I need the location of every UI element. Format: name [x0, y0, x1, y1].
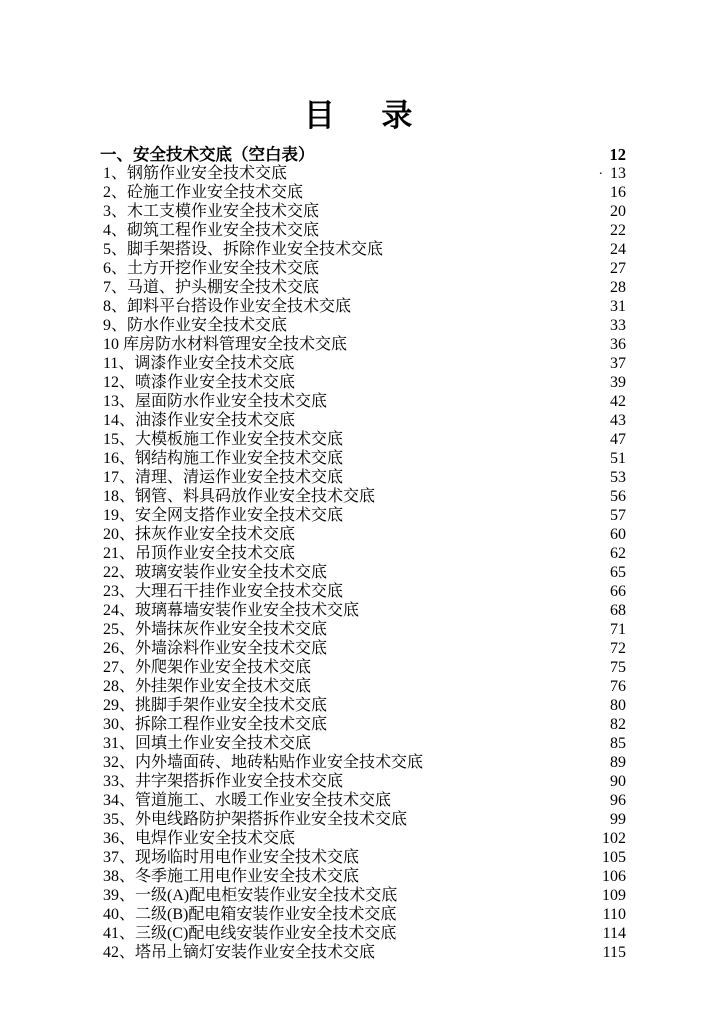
toc-entry-page-number: 72: [610, 640, 626, 657]
toc-entry-row[interactable]: [100, 715, 626, 734]
toc-entry-row[interactable]: [100, 240, 626, 259]
toc-entry-bullet-marker: ·: [598, 167, 603, 182]
toc-entry-page-wrap: [610, 715, 626, 734]
toc-entry-label: 40、二级(B)配电箱安装作业安全技术交底: [103, 906, 397, 923]
toc-entry-page-wrap: [610, 335, 626, 354]
toc-entry-row[interactable]: [100, 335, 626, 354]
toc-entry-label: 3、木工支模作业安全技术交底: [103, 203, 320, 220]
toc-entry-page-number: 106: [602, 868, 626, 885]
toc-entry-page-wrap: [610, 183, 626, 202]
toc-entry-label: 24、玻璃幕墙安装作业安全技术交底: [103, 602, 360, 619]
toc-entry-row[interactable]: [100, 772, 626, 791]
toc-entry-page-wrap: [610, 734, 626, 753]
toc-entry-label: 11、调漆作业安全技术交底: [103, 355, 295, 372]
toc-entry-page-number: 89: [610, 754, 626, 771]
page-title: 目 录: [303, 98, 421, 133]
toc-section-page-number: 12: [609, 145, 626, 164]
toc-entry-label: 4、砌筑工程作业安全技术交底: [103, 222, 320, 239]
toc-entry-page-number: 62: [610, 545, 626, 562]
toc-entry-page-number: 60: [610, 526, 626, 543]
toc-entry-label: 26、外墙涂料作业安全技术交底: [103, 640, 328, 657]
toc-entry-page-wrap: [610, 772, 626, 791]
toc-entry-row[interactable]: [100, 734, 626, 753]
toc-entry-row[interactable]: [100, 943, 626, 962]
toc-entry-page-number: 39: [610, 374, 626, 391]
toc-entry-row[interactable]: [100, 278, 626, 297]
toc-entry-row[interactable]: [100, 601, 626, 620]
toc-entry-label: 36、电焊作业安全技术交底: [103, 830, 296, 847]
toc-entry-label: 29、挑脚手架作业安全技术交底: [103, 697, 328, 714]
toc-entry-label: 12、喷漆作业安全技术交底: [103, 374, 296, 391]
toc-entry-label: 34、管道施工、水暖工作业安全技术交底: [103, 792, 392, 809]
toc-entry-page-wrap: [610, 525, 626, 544]
toc-entry-row[interactable]: [100, 354, 626, 373]
toc-entry-page-wrap: [602, 867, 626, 886]
toc-entry-page-number: 110: [602, 906, 626, 923]
toc-entry-page-number: 16: [610, 184, 626, 201]
toc-entry-page-wrap: [610, 392, 626, 411]
toc-entry-row[interactable]: [100, 373, 626, 392]
toc-entry-page-number: 31: [610, 298, 626, 315]
toc-entry-page-number: 114: [602, 925, 626, 942]
toc-entry-page-wrap: [610, 677, 626, 696]
toc-entry-row[interactable]: [100, 411, 626, 430]
toc-entry-page-wrap: [603, 924, 626, 943]
toc-entry-label: 38、冬季施工用电作业安全技术交底: [103, 868, 360, 885]
toc-entry-page-number: 47: [610, 431, 626, 448]
toc-entry-page-number: 28: [610, 279, 626, 296]
toc-entry-label: 27、外爬架作业安全技术交底: [103, 659, 312, 676]
toc-entry-row[interactable]: [100, 658, 626, 677]
toc-entry-page-number: 68: [610, 602, 626, 619]
toc-entry-row[interactable]: [100, 924, 626, 943]
toc-entry-page-wrap: [598, 164, 626, 184]
toc-entry-label: 14、油漆作业安全技术交底: [103, 412, 296, 429]
toc-entry-row[interactable]: [100, 392, 626, 411]
toc-entry-page-number: 22: [610, 222, 626, 239]
toc-entry-page-wrap: [610, 696, 626, 715]
toc-entry-page-number: 51: [610, 450, 626, 467]
toc-section-page-wrap: [610, 145, 627, 164]
toc-entry-page-wrap: [610, 202, 626, 221]
toc-entry-row[interactable]: [100, 468, 626, 487]
toc-entry-page-wrap: [602, 886, 626, 905]
toc-entry-page-wrap: [603, 943, 626, 962]
toc-entry-page-number: 13: [610, 165, 626, 182]
toc-entry-row[interactable]: [100, 867, 626, 886]
toc-entry-label: 33、井字架搭拆作业安全技术交底: [103, 773, 344, 790]
toc-entry-page-wrap: [610, 544, 626, 563]
toc-entry-label: 20、抹灰作业安全技术交底: [103, 526, 296, 543]
toc-entry-page-number: 27: [610, 260, 626, 277]
toc-entry-row[interactable]: [100, 221, 626, 240]
toc-entry-page-number: 20: [610, 203, 626, 220]
toc-entry-page-wrap: [610, 810, 626, 829]
toc-entry-label: 21、吊顶作业安全技术交底: [103, 545, 296, 562]
toc-entry-page-number: 99: [610, 811, 626, 828]
toc-entry-row[interactable]: [100, 297, 626, 316]
toc-entry-page-wrap: [610, 373, 626, 392]
toc-entry-label: 37、现场临时用电作业安全技术交底: [103, 849, 360, 866]
toc-entry-label: 7、马道、护头棚安全技术交底: [103, 279, 320, 296]
toc-entry-row[interactable]: [100, 506, 626, 525]
toc-entry-page-number: 65: [610, 564, 626, 581]
toc-entry-page-wrap: [610, 658, 626, 677]
toc-entry-label: 32、内外墙面砖、地砖粘贴作业安全技术交底: [103, 754, 424, 771]
toc-entry-page-wrap: [610, 316, 626, 335]
toc-entry-page-number: 71: [610, 621, 626, 638]
toc-entry-label: 16、钢结构施工作业安全技术交底: [103, 450, 344, 467]
toc-entry-page-wrap: [610, 753, 626, 772]
toc-entry-label: 15、大模板施工作业安全技术交底: [103, 431, 344, 448]
toc-entry-row[interactable]: [100, 886, 626, 905]
toc-entry-page-number: 56: [610, 488, 626, 505]
toc-entry-label: 23、大理石干挂作业安全技术交底: [103, 583, 344, 600]
toc-entry-label: 35、外电线路防护架搭拆作业安全技术交底: [103, 811, 408, 828]
toc-entry-row[interactable]: [100, 563, 626, 582]
toc-entry-row[interactable]: [100, 316, 626, 335]
toc-entry-page-number: 53: [610, 469, 626, 486]
toc-entry-page-number: 105: [602, 849, 626, 866]
toc-entry-page-wrap: [610, 468, 626, 487]
toc-entry-page-wrap: [610, 430, 626, 449]
toc-entry-row[interactable]: [100, 544, 626, 563]
toc-entry-row[interactable]: [100, 639, 626, 658]
toc-entry-page-wrap: [610, 259, 626, 278]
toc-entry-page-number: 24: [610, 241, 626, 258]
toc-section-label: 一、安全技术交底（空白表）: [100, 145, 315, 164]
toc-entry-page-number: 42: [610, 393, 626, 410]
toc-entry-page-number: 76: [610, 678, 626, 695]
toc-entry-label: 13、屋面防水作业安全技术交底: [103, 393, 328, 410]
toc-entry-page-wrap: [610, 297, 626, 316]
toc-entry-label: 22、玻璃安装作业安全技术交底: [103, 564, 328, 581]
toc-entry-page-wrap: [610, 487, 626, 506]
toc-entry-label: 2、砼施工作业安全技术交底: [103, 184, 304, 201]
toc-entry-label: 8、卸料平台搭设作业安全技术交底: [103, 298, 352, 315]
toc-entry-page-wrap: [610, 639, 626, 658]
toc-entry-label: 41、三级(C)配电线安装作业安全技术交底: [103, 925, 397, 942]
toc-entry-row[interactable]: [100, 582, 626, 601]
toc-entry-row[interactable]: [100, 696, 626, 715]
toc-entry-row[interactable]: [100, 164, 626, 183]
toc-entry-page-wrap: [610, 620, 626, 639]
toc-entry-label: 25、外墙抹灰作业安全技术交底: [103, 621, 328, 638]
toc-entry-page-wrap: [610, 601, 626, 620]
toc-entry-row[interactable]: [100, 791, 626, 810]
toc-entry-label: 10 库房防水材料管理安全技术交底: [103, 336, 348, 353]
toc-entry-page-wrap: [610, 449, 626, 468]
toc-entry-page-wrap: [610, 791, 626, 810]
toc-entry-row[interactable]: [100, 183, 626, 202]
toc-entry-page-wrap: [602, 829, 626, 848]
toc-section-heading[interactable]: [100, 145, 626, 164]
toc-entry-page-number: 33: [610, 317, 626, 334]
toc-entry-page-number: 57: [610, 507, 626, 524]
toc-entry-page-number: 102: [602, 830, 626, 847]
toc-entry-page-number: 85: [610, 735, 626, 752]
toc-entry-page-number: 43: [610, 412, 626, 429]
toc-entry-page-number: 82: [610, 716, 626, 733]
toc-entry-row[interactable]: [100, 430, 626, 449]
toc-entry-row[interactable]: [100, 677, 626, 696]
toc-entry-label: 42、塔吊上镝灯安装作业安全技术交底: [103, 944, 376, 961]
toc-entry-page-number: 90: [610, 773, 626, 790]
toc-entry-row[interactable]: [100, 753, 626, 772]
toc-entry-page-number: 109: [602, 887, 626, 904]
toc-entry-page-wrap: [610, 240, 626, 259]
toc-entry-page-wrap: [610, 582, 626, 601]
toc-entry-row[interactable]: [100, 525, 626, 544]
toc-entry-row[interactable]: [100, 829, 626, 848]
toc-entry-page-number: 115: [602, 944, 626, 961]
toc-entry-row[interactable]: [100, 810, 626, 829]
toc-entry-page-number: 36: [610, 336, 626, 353]
toc-entry-label: 39、一级(A)配电柜安装作业安全技术交底: [103, 887, 398, 904]
toc-entry-row[interactable]: [100, 848, 626, 867]
toc-entry-page-number: 75: [610, 659, 626, 676]
toc-entry-label: 31、回填土作业安全技术交底: [103, 735, 312, 752]
toc-entry-page-number: 66: [610, 583, 626, 600]
toc-entry-page-wrap: [610, 278, 626, 297]
toc-entry-page-number: 80: [610, 697, 626, 714]
toc-list: [100, 145, 626, 962]
toc-entry-row[interactable]: [100, 259, 626, 278]
toc-entry-label: 9、防水作业安全技术交底: [103, 317, 288, 334]
toc-entry-page-number: 37: [610, 355, 626, 372]
toc-entry-row[interactable]: [100, 905, 626, 924]
toc-entry-label: 18、钢管、料具码放作业安全技术交底: [103, 488, 376, 505]
toc-entry-label: 6、土方开挖作业安全技术交底: [103, 260, 320, 277]
toc-entry-row[interactable]: [100, 202, 626, 221]
toc-entry-page-wrap: [610, 354, 626, 373]
toc-entry-page-number: 96: [610, 792, 626, 809]
toc-entry-label: 1、钢筋作业安全技术交底: [103, 165, 288, 182]
toc-entry-page-wrap: [610, 506, 626, 525]
toc-entry-page-wrap: [610, 563, 626, 582]
toc-entry-row[interactable]: [100, 449, 626, 468]
toc-entry-label: 30、拆除工程作业安全技术交底: [103, 716, 328, 733]
toc-entry-row[interactable]: [100, 620, 626, 639]
toc-entry-page-wrap: [610, 411, 626, 430]
toc-entry-label: 17、清理、清运作业安全技术交底: [103, 469, 344, 486]
toc-entry-page-wrap: [610, 221, 626, 240]
toc-entry-page-wrap: [603, 905, 626, 924]
toc-entry-label: 5、脚手架搭设、拆除作业安全技术交底: [103, 241, 384, 258]
toc-entry-page-wrap: [602, 848, 626, 867]
toc-entry-row[interactable]: [100, 487, 626, 506]
toc-entry-label: 19、安全网支搭作业安全技术交底: [103, 507, 344, 524]
toc-entry-label: 28、外挂架作业安全技术交底: [103, 678, 312, 695]
